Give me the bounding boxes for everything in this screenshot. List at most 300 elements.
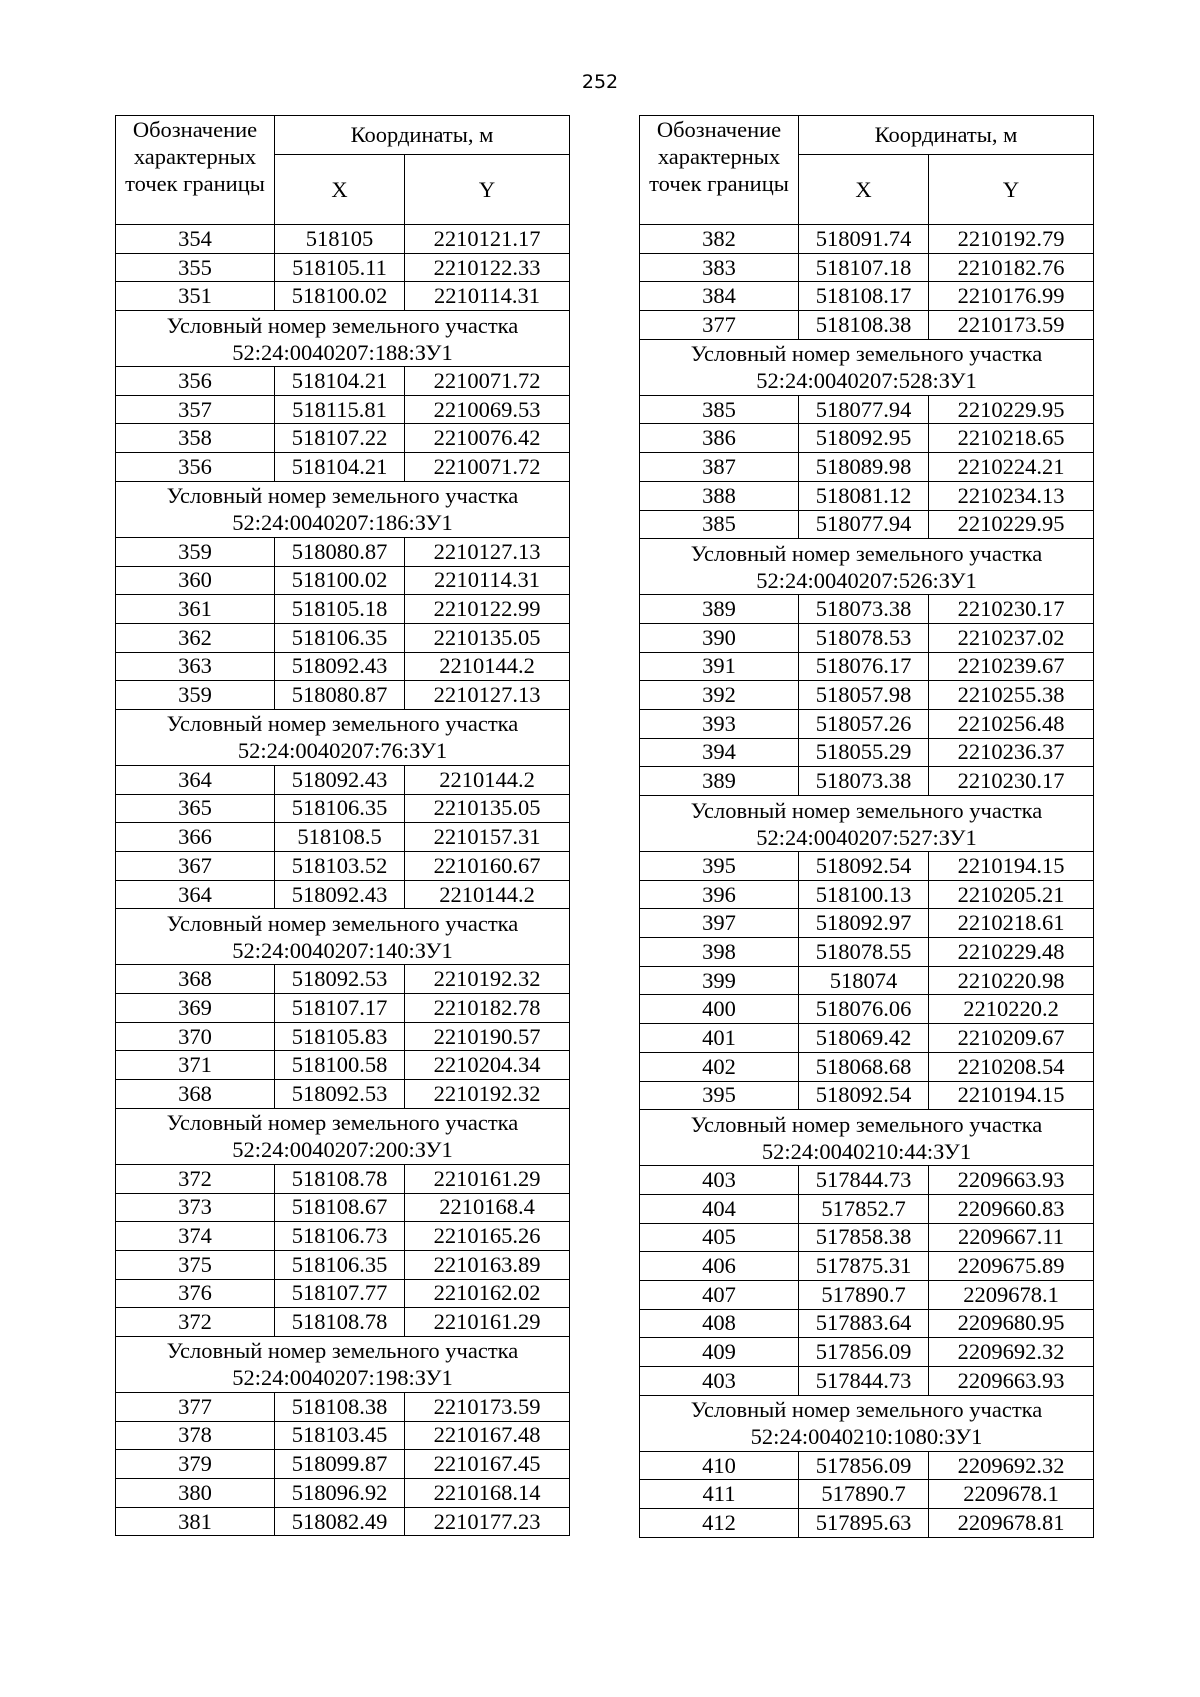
x-coordinate-cell: 517852.7 (799, 1194, 929, 1223)
point-number-cell: 359 (116, 537, 275, 566)
point-number-cell: 383 (640, 253, 799, 282)
y-coordinate-cell: 2210114.31 (405, 282, 570, 311)
y-coordinate-cell: 2210135.05 (405, 794, 570, 823)
point-number-cell: 359 (116, 681, 275, 710)
header-designation: Обозначение характерных точек границы (116, 116, 275, 225)
x-coordinate-cell: 518104.21 (275, 367, 405, 396)
table-row (116, 1222, 570, 1251)
point-number-cell: 411 (640, 1480, 799, 1509)
x-coordinate-cell: 518092.95 (799, 424, 929, 453)
table-row (116, 1479, 570, 1508)
point-number-cell: 368 (116, 965, 275, 994)
x-coordinate-cell: 518076.06 (799, 995, 929, 1024)
parcel-code: 52:24:0040210:1080:ЗУ1 (750, 1424, 983, 1450)
y-coordinate-cell: 2209660.83 (929, 1194, 1094, 1223)
y-coordinate-cell: 2210165.26 (405, 1222, 570, 1251)
y-coordinate-cell: 2210194.15 (929, 1081, 1094, 1110)
table-row (640, 253, 1094, 282)
table-row (116, 453, 570, 482)
y-coordinate-cell: 2210177.23 (405, 1507, 570, 1536)
x-coordinate-cell: 518108.78 (275, 1308, 405, 1337)
point-number-cell: 378 (116, 1421, 275, 1450)
table-row (116, 1279, 570, 1308)
x-coordinate-cell: 518105.18 (275, 595, 405, 624)
table-row (640, 709, 1094, 738)
point-number-cell: 394 (640, 738, 799, 767)
point-number-cell: 382 (640, 225, 799, 254)
parcel-section-row (640, 796, 1094, 852)
table-row (640, 966, 1094, 995)
x-coordinate-cell: 518115.81 (275, 395, 405, 424)
table-row (640, 738, 1094, 767)
table-row (640, 1480, 1094, 1509)
x-coordinate-cell: 518092.53 (275, 1080, 405, 1109)
y-coordinate-cell: 2210229.95 (929, 510, 1094, 539)
point-number-cell: 372 (116, 1308, 275, 1337)
table-row (640, 1252, 1094, 1281)
point-number-cell: 385 (640, 395, 799, 424)
x-coordinate-cell: 518108.38 (799, 311, 929, 340)
x-coordinate-cell: 517858.38 (799, 1223, 929, 1252)
y-coordinate-cell: 2210234.13 (929, 481, 1094, 510)
header-x: X (275, 155, 405, 225)
parcel-code: 52:24:0040207:526:ЗУ1 (756, 567, 977, 593)
table-row (116, 253, 570, 282)
table-body-right (640, 225, 1094, 1538)
x-coordinate-cell: 518092.53 (275, 965, 405, 994)
x-coordinate-cell: 517856.09 (799, 1451, 929, 1480)
y-coordinate-cell: 2209667.11 (929, 1223, 1094, 1252)
table-row (640, 510, 1094, 539)
y-coordinate-cell: 2210076.42 (405, 424, 570, 453)
x-coordinate-cell: 518108.38 (275, 1392, 405, 1421)
table-row (640, 1309, 1094, 1338)
y-coordinate-cell: 2210069.53 (405, 395, 570, 424)
table-row (116, 823, 570, 852)
table-row (116, 225, 570, 254)
parcel-section-row (116, 1336, 570, 1392)
point-number-cell: 388 (640, 481, 799, 510)
y-coordinate-cell: 2210162.02 (405, 1279, 570, 1308)
y-coordinate-cell: 2210182.76 (929, 253, 1094, 282)
y-coordinate-cell: 2210071.72 (405, 367, 570, 396)
parcel-section-row (116, 481, 570, 537)
y-coordinate-cell: 2210255.38 (929, 681, 1094, 710)
x-coordinate-cell: 518100.02 (275, 282, 405, 311)
x-coordinate-cell: 518089.98 (799, 453, 929, 482)
point-number-cell: 375 (116, 1250, 275, 1279)
x-coordinate-cell: 517875.31 (799, 1252, 929, 1281)
y-coordinate-cell: 2210220.2 (929, 995, 1094, 1024)
x-coordinate-cell: 518105 (275, 225, 405, 254)
table-row (116, 1421, 570, 1450)
point-number-cell: 402 (640, 1052, 799, 1081)
table-row (116, 1250, 570, 1279)
point-number-cell: 401 (640, 1024, 799, 1053)
table-row (640, 938, 1094, 967)
point-number-cell: 395 (640, 852, 799, 881)
point-number-cell: 354 (116, 225, 275, 254)
x-coordinate-cell: 517890.7 (799, 1280, 929, 1309)
y-coordinate-cell: 2210168.14 (405, 1479, 570, 1508)
table-row (116, 681, 570, 710)
y-coordinate-cell: 2210229.48 (929, 938, 1094, 967)
parcel-section-label: Условный номер земельного участка (690, 1397, 1043, 1423)
x-coordinate-cell: 518081.12 (799, 481, 929, 510)
point-number-cell: 372 (116, 1164, 275, 1193)
parcel-section-row (640, 339, 1094, 395)
x-coordinate-cell: 518106.73 (275, 1222, 405, 1251)
table-row (116, 595, 570, 624)
header-coordinates: Координаты, м (275, 116, 570, 155)
table-row (116, 652, 570, 681)
y-coordinate-cell: 2210192.32 (405, 1080, 570, 1109)
y-coordinate-cell: 2210161.29 (405, 1308, 570, 1337)
point-number-cell: 408 (640, 1309, 799, 1338)
point-number-cell: 384 (640, 282, 799, 311)
y-coordinate-cell: 2210194.15 (929, 852, 1094, 881)
parcel-code: 52:24:0040207:527:ЗУ1 (756, 824, 977, 850)
parcel-section-label: Условный номер земельного участка (166, 1110, 519, 1136)
y-coordinate-cell: 2210192.79 (929, 225, 1094, 254)
y-coordinate-cell: 2209692.32 (929, 1451, 1094, 1480)
point-number-cell: 379 (116, 1450, 275, 1479)
point-number-cell: 360 (116, 566, 275, 595)
table-row (116, 1392, 570, 1421)
point-number-cell: 399 (640, 966, 799, 995)
point-number-cell: 396 (640, 880, 799, 909)
point-number-cell: 400 (640, 995, 799, 1024)
table-row (640, 1367, 1094, 1396)
point-number-cell: 357 (116, 395, 275, 424)
y-coordinate-cell: 2209675.89 (929, 1252, 1094, 1281)
parcel-section-cell (116, 1108, 570, 1164)
point-number-cell: 410 (640, 1451, 799, 1480)
y-coordinate-cell: 2210230.17 (929, 767, 1094, 796)
table-row (640, 1194, 1094, 1223)
table-row (640, 1223, 1094, 1252)
x-coordinate-cell: 518092.43 (275, 765, 405, 794)
table-row (640, 1081, 1094, 1110)
table-row (116, 1507, 570, 1536)
header-designation: Обозначение характерных точек границы (640, 116, 799, 225)
x-coordinate-cell: 518106.35 (275, 623, 405, 652)
x-coordinate-cell: 517895.63 (799, 1509, 929, 1538)
y-coordinate-cell: 2210220.98 (929, 966, 1094, 995)
x-coordinate-cell: 518092.43 (275, 652, 405, 681)
x-coordinate-cell: 518092.97 (799, 909, 929, 938)
point-number-cell: 390 (640, 623, 799, 652)
x-coordinate-cell: 518100.58 (275, 1051, 405, 1080)
parcel-section-row (116, 1108, 570, 1164)
point-number-cell: 389 (640, 595, 799, 624)
x-coordinate-cell: 518107.22 (275, 424, 405, 453)
table-row (640, 1166, 1094, 1195)
table-row (116, 1193, 570, 1222)
point-number-cell: 351 (116, 282, 275, 311)
y-coordinate-cell: 2210127.13 (405, 681, 570, 710)
table-row (116, 765, 570, 794)
table-row (640, 481, 1094, 510)
y-coordinate-cell: 2210218.65 (929, 424, 1094, 453)
parcel-section-row (640, 1395, 1094, 1451)
point-number-cell: 377 (116, 1392, 275, 1421)
y-coordinate-cell: 2210209.67 (929, 1024, 1094, 1053)
x-coordinate-cell: 518105.83 (275, 1022, 405, 1051)
x-coordinate-cell: 518105.11 (275, 253, 405, 282)
point-number-cell: 403 (640, 1367, 799, 1396)
table-row (640, 623, 1094, 652)
table-row (116, 395, 570, 424)
parcel-code: 52:24:0040207:198:ЗУ1 (232, 1365, 453, 1391)
point-number-cell: 363 (116, 652, 275, 681)
point-number-cell: 364 (116, 880, 275, 909)
point-number-cell: 385 (640, 510, 799, 539)
x-coordinate-cell: 518057.26 (799, 709, 929, 738)
point-number-cell: 397 (640, 909, 799, 938)
point-number-cell: 391 (640, 652, 799, 681)
y-coordinate-cell: 2210135.05 (405, 623, 570, 652)
parcel-section-cell (640, 339, 1094, 395)
y-coordinate-cell: 2210122.33 (405, 253, 570, 282)
point-number-cell: 364 (116, 765, 275, 794)
x-coordinate-cell: 518092.54 (799, 1081, 929, 1110)
y-coordinate-cell: 2210192.32 (405, 965, 570, 994)
y-coordinate-cell: 2209678.81 (929, 1509, 1094, 1538)
table-row (640, 225, 1094, 254)
x-coordinate-cell: 518078.55 (799, 938, 929, 967)
point-number-cell: 392 (640, 681, 799, 710)
x-coordinate-cell: 518074 (799, 966, 929, 995)
point-number-cell: 406 (640, 1252, 799, 1281)
parcel-code: 52:24:0040207:200:ЗУ1 (232, 1137, 453, 1163)
table-row (116, 623, 570, 652)
x-coordinate-cell: 518108.78 (275, 1164, 405, 1193)
y-coordinate-cell: 2210204.34 (405, 1051, 570, 1080)
x-coordinate-cell: 518073.38 (799, 595, 929, 624)
parcel-section-label: Условный номер земельного участка (166, 1338, 519, 1364)
table-row (116, 566, 570, 595)
x-coordinate-cell: 518078.53 (799, 623, 929, 652)
table-row (116, 1080, 570, 1109)
table-row (640, 1024, 1094, 1053)
table-row (116, 367, 570, 396)
parcel-section-cell (640, 1110, 1094, 1166)
parcel-code: 52:24:0040207:140:ЗУ1 (232, 937, 453, 963)
x-coordinate-cell: 518069.42 (799, 1024, 929, 1053)
parcel-section-cell (116, 1336, 570, 1392)
y-coordinate-cell: 2210144.2 (405, 652, 570, 681)
table-row (640, 311, 1094, 340)
y-coordinate-cell: 2209678.1 (929, 1280, 1094, 1309)
table-row (640, 395, 1094, 424)
page-number: 252 (581, 71, 619, 93)
y-coordinate-cell: 2209680.95 (929, 1309, 1094, 1338)
y-coordinate-cell: 2210182.78 (405, 994, 570, 1023)
y-coordinate-cell: 2210173.59 (405, 1392, 570, 1421)
point-number-cell: 356 (116, 453, 275, 482)
parcel-section-cell (116, 709, 570, 765)
point-number-cell: 404 (640, 1194, 799, 1223)
point-number-cell: 405 (640, 1223, 799, 1252)
x-coordinate-cell: 517890.7 (799, 1480, 929, 1509)
parcel-section-row (116, 311, 570, 367)
x-coordinate-cell: 517844.73 (799, 1367, 929, 1396)
y-coordinate-cell: 2210163.89 (405, 1250, 570, 1279)
x-coordinate-cell: 518073.38 (799, 767, 929, 796)
point-number-cell: 387 (640, 453, 799, 482)
x-coordinate-cell: 518108.5 (275, 823, 405, 852)
y-coordinate-cell: 2210237.02 (929, 623, 1094, 652)
point-number-cell: 373 (116, 1193, 275, 1222)
table-row (116, 965, 570, 994)
parcel-section-cell (640, 796, 1094, 852)
x-coordinate-cell: 518107.17 (275, 994, 405, 1023)
x-coordinate-cell: 518104.21 (275, 453, 405, 482)
table-row (116, 1051, 570, 1080)
table-row (116, 424, 570, 453)
y-coordinate-cell: 2209692.32 (929, 1338, 1094, 1367)
parcel-section-row (640, 1110, 1094, 1166)
header-y: Y (405, 155, 570, 225)
coordinates-table-right (639, 115, 1094, 1538)
parcel-code: 52:24:0040207:76:ЗУ1 (237, 738, 448, 764)
y-coordinate-cell: 2210160.67 (405, 852, 570, 881)
point-number-cell: 393 (640, 709, 799, 738)
y-coordinate-cell: 2210205.21 (929, 880, 1094, 909)
table-row (640, 652, 1094, 681)
parcel-section-label: Условный номер земельного участка (166, 312, 519, 338)
table-row (116, 794, 570, 823)
table-row (640, 453, 1094, 482)
point-number-cell: 376 (116, 1279, 275, 1308)
x-coordinate-cell: 518068.68 (799, 1052, 929, 1081)
x-coordinate-cell: 518107.18 (799, 253, 929, 282)
y-coordinate-cell: 2210168.4 (405, 1193, 570, 1222)
parcel-section-label: Условный номер земельного участка (690, 341, 1043, 367)
parcel-section-cell (640, 1395, 1094, 1451)
parcel-code: 52:24:0040207:528:ЗУ1 (756, 368, 977, 394)
point-number-cell: 380 (116, 1479, 275, 1508)
y-coordinate-cell: 2210230.17 (929, 595, 1094, 624)
y-coordinate-cell: 2210122.99 (405, 595, 570, 624)
point-number-cell: 377 (640, 311, 799, 340)
table-body-left (116, 225, 570, 1536)
x-coordinate-cell: 518106.35 (275, 1250, 405, 1279)
point-number-cell: 403 (640, 1166, 799, 1195)
point-number-cell: 365 (116, 794, 275, 823)
point-number-cell: 386 (640, 424, 799, 453)
table-row (116, 994, 570, 1023)
x-coordinate-cell: 518106.35 (275, 794, 405, 823)
point-number-cell: 366 (116, 823, 275, 852)
x-coordinate-cell: 518103.45 (275, 1421, 405, 1450)
x-coordinate-cell: 518077.94 (799, 510, 929, 539)
point-number-cell: 367 (116, 852, 275, 881)
parcel-section-cell (116, 481, 570, 537)
table-row (640, 1338, 1094, 1367)
x-coordinate-cell: 518108.17 (799, 282, 929, 311)
parcel-section-label: Условный номер земельного участка (166, 910, 519, 936)
y-coordinate-cell: 2210127.13 (405, 537, 570, 566)
x-coordinate-cell: 518100.13 (799, 880, 929, 909)
table-row (640, 880, 1094, 909)
x-coordinate-cell: 518057.98 (799, 681, 929, 710)
y-coordinate-cell: 2210229.95 (929, 395, 1094, 424)
y-coordinate-cell: 2210224.21 (929, 453, 1094, 482)
x-coordinate-cell: 518099.87 (275, 1450, 405, 1479)
table-row (640, 852, 1094, 881)
point-number-cell: 362 (116, 623, 275, 652)
point-number-cell: 381 (116, 1507, 275, 1536)
x-coordinate-cell: 517883.64 (799, 1309, 929, 1338)
x-coordinate-cell: 518082.49 (275, 1507, 405, 1536)
table-row (640, 424, 1094, 453)
y-coordinate-cell: 2210167.45 (405, 1450, 570, 1479)
table-row (640, 767, 1094, 796)
y-coordinate-cell: 2209663.93 (929, 1367, 1094, 1396)
point-number-cell: 412 (640, 1509, 799, 1538)
point-number-cell: 356 (116, 367, 275, 396)
parcel-section-cell (116, 909, 570, 965)
point-number-cell: 407 (640, 1280, 799, 1309)
parcel-code: 52:24:0040207:186:ЗУ1 (232, 510, 453, 536)
point-number-cell: 368 (116, 1080, 275, 1109)
table-row (116, 852, 570, 881)
y-coordinate-cell: 2209663.93 (929, 1166, 1094, 1195)
table-row (640, 1280, 1094, 1309)
point-number-cell: 409 (640, 1338, 799, 1367)
x-coordinate-cell: 518055.29 (799, 738, 929, 767)
x-coordinate-cell: 518107.77 (275, 1279, 405, 1308)
table-row (640, 1509, 1094, 1538)
y-coordinate-cell: 2210144.2 (405, 765, 570, 794)
parcel-section-label: Условный номер земельного участка (690, 1111, 1043, 1137)
y-coordinate-cell: 2210144.2 (405, 880, 570, 909)
point-number-cell: 358 (116, 424, 275, 453)
y-coordinate-cell: 2210236.37 (929, 738, 1094, 767)
y-coordinate-cell: 2210218.61 (929, 909, 1094, 938)
point-number-cell: 370 (116, 1022, 275, 1051)
x-coordinate-cell: 518077.94 (799, 395, 929, 424)
x-coordinate-cell: 518076.17 (799, 652, 929, 681)
x-coordinate-cell: 517856.09 (799, 1338, 929, 1367)
y-coordinate-cell: 2210157.31 (405, 823, 570, 852)
y-coordinate-cell: 2210161.29 (405, 1164, 570, 1193)
table-row (116, 1308, 570, 1337)
point-number-cell: 369 (116, 994, 275, 1023)
parcel-section-row (640, 539, 1094, 595)
x-coordinate-cell: 518091.74 (799, 225, 929, 254)
x-coordinate-cell: 518080.87 (275, 681, 405, 710)
y-coordinate-cell: 2209678.1 (929, 1480, 1094, 1509)
point-number-cell: 395 (640, 1081, 799, 1110)
y-coordinate-cell: 2210208.54 (929, 1052, 1094, 1081)
parcel-code: 52:24:0040210:44:ЗУ1 (761, 1138, 972, 1164)
parcel-section-cell (640, 539, 1094, 595)
x-coordinate-cell: 518092.43 (275, 880, 405, 909)
point-number-cell: 374 (116, 1222, 275, 1251)
table-row (640, 282, 1094, 311)
parcel-code: 52:24:0040207:188:ЗУ1 (232, 339, 453, 365)
parcel-section-row (116, 709, 570, 765)
table-row (116, 1164, 570, 1193)
table-row (116, 537, 570, 566)
table-row (640, 1052, 1094, 1081)
table-row (640, 909, 1094, 938)
point-number-cell: 371 (116, 1051, 275, 1080)
y-coordinate-cell: 2210071.72 (405, 453, 570, 482)
